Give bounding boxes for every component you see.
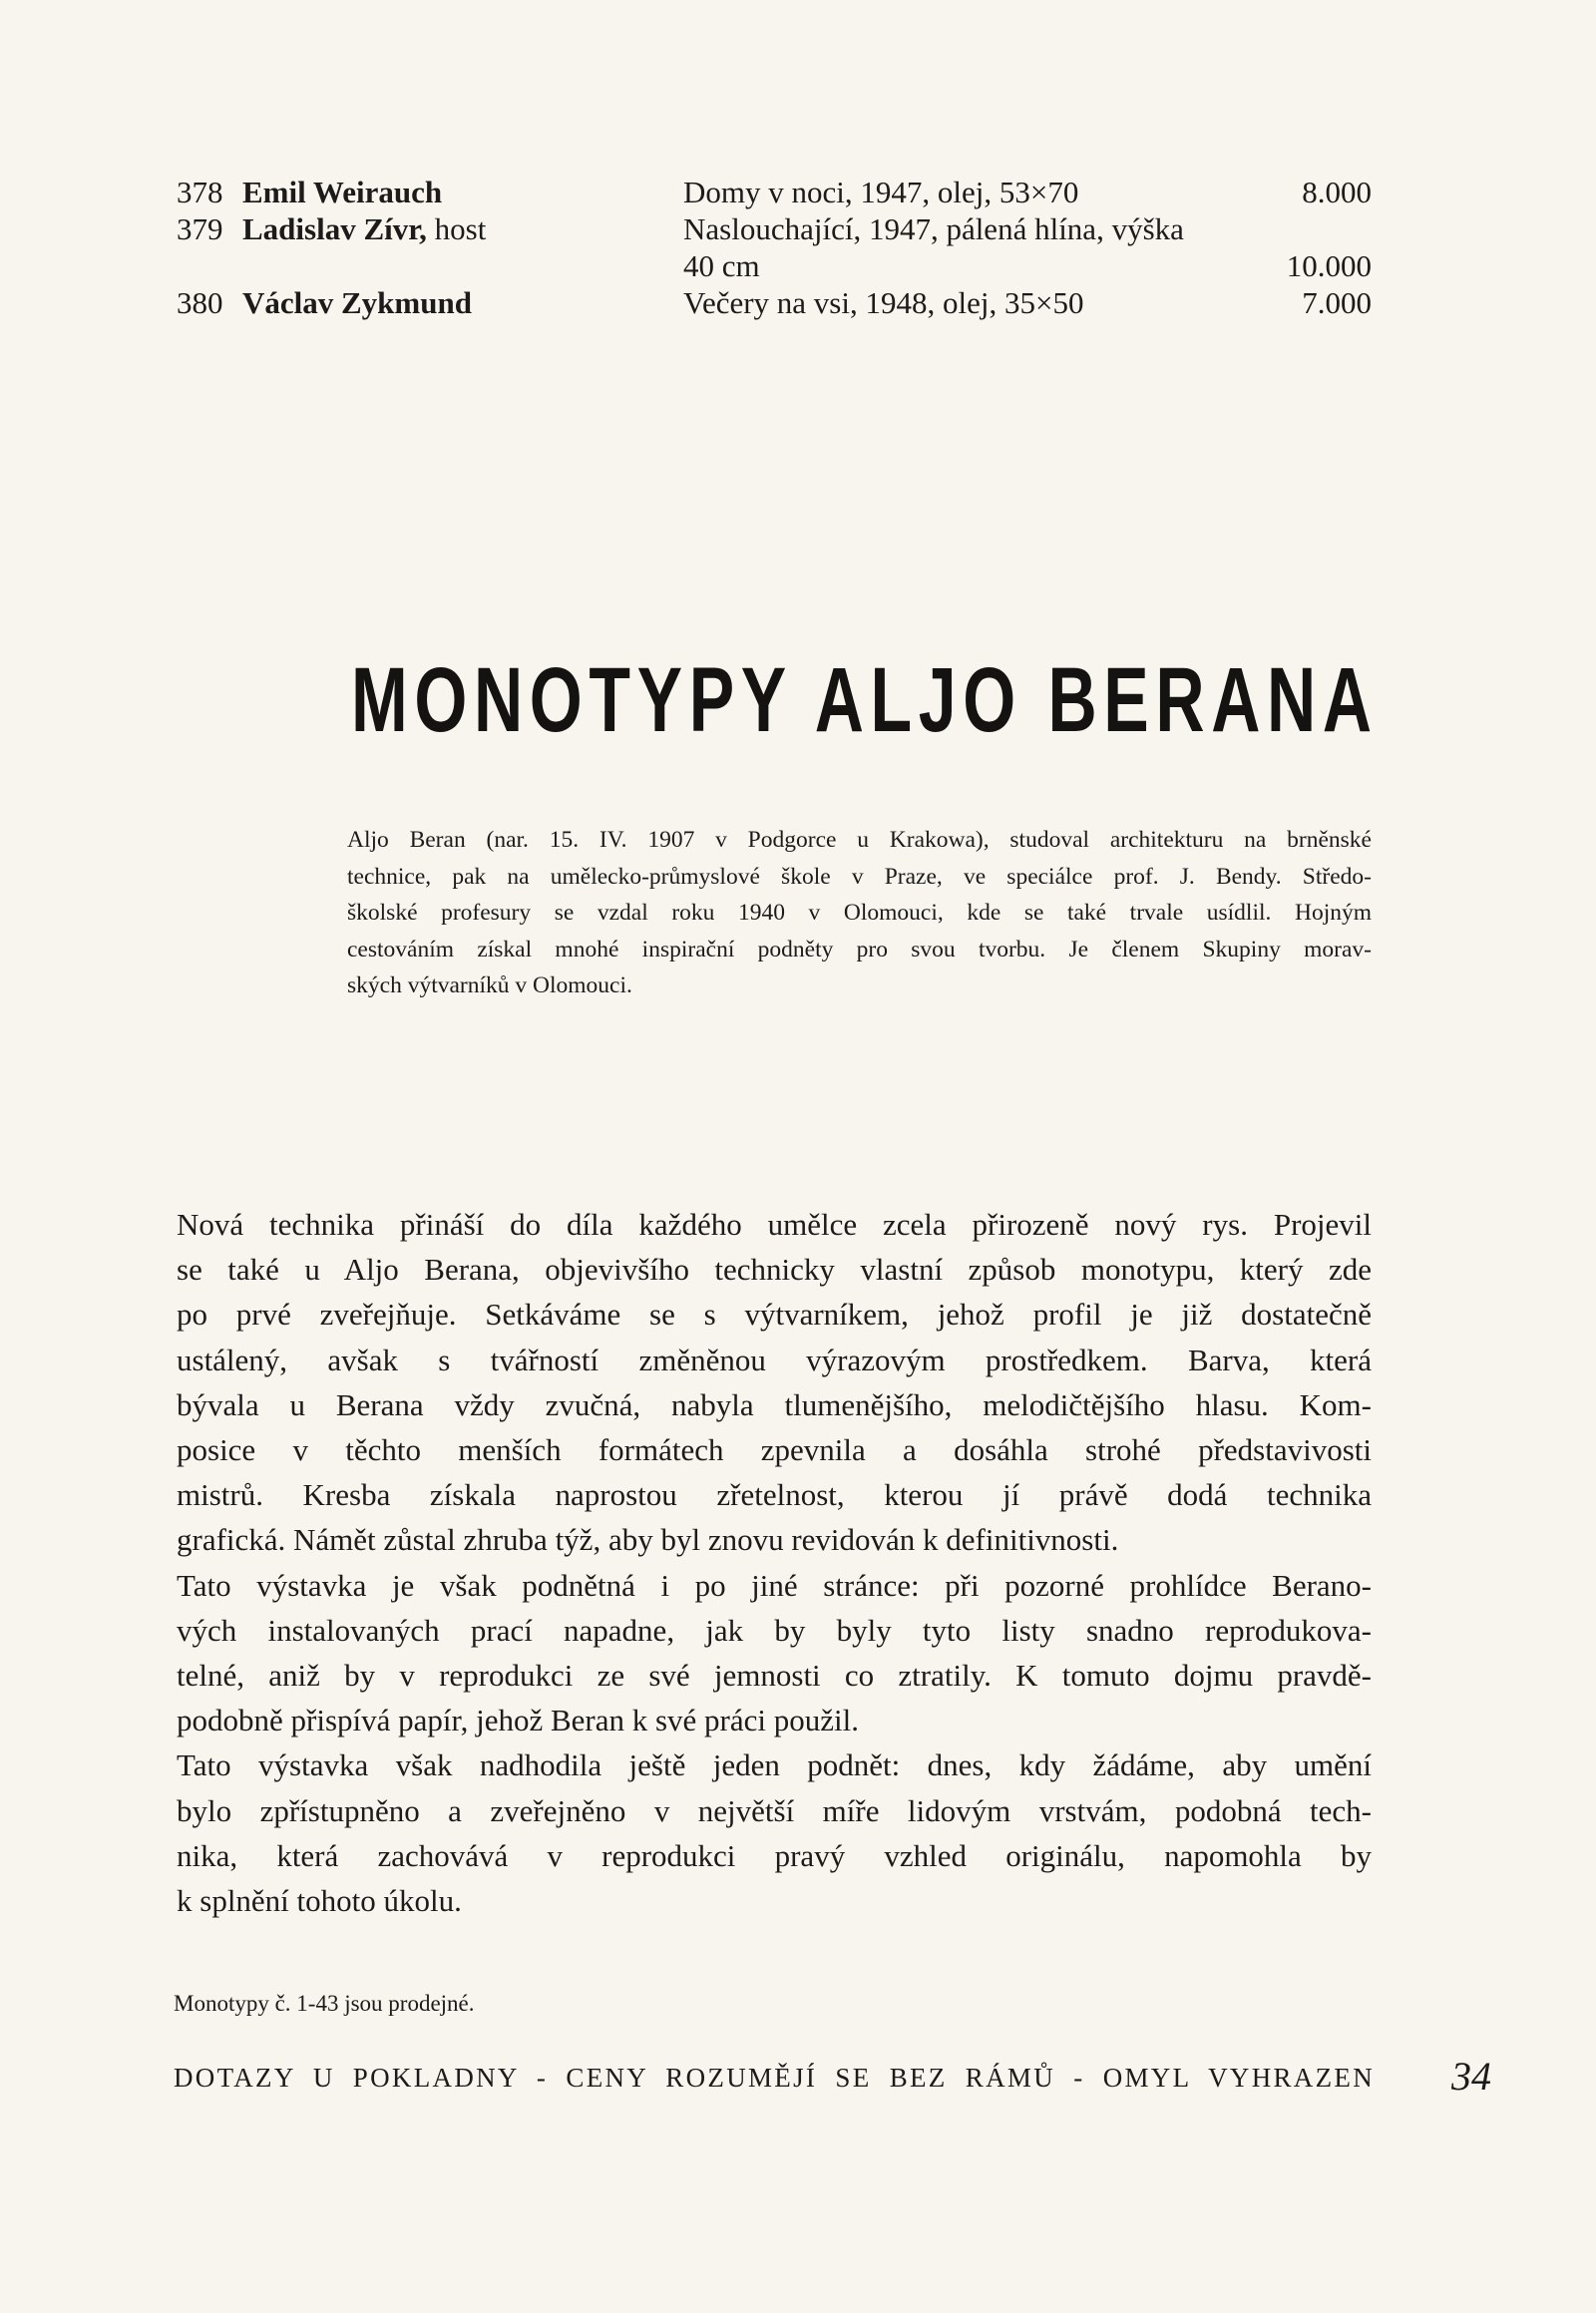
body-line: podobně přispívá papír, jehož Beran k své práci použil.	[177, 1703, 859, 1738]
bio-line: technice, pak na umělecko-průmyslové škole v Praze, ve speciálce prof. J. Bendy. Středo-	[347, 863, 1372, 890]
body-line: se také u Aljo Berana, objevivšího technicky vlastní způsob monotypu, který zde	[177, 1252, 1372, 1288]
bio-line: cestováním získal mnohé inspirační podněty pro svou tvorbu. Je členem Skupiny morav-	[347, 936, 1372, 963]
body-line: vých instalovaných prací napadne, jak by byly tyto listy snadno reprodukova-	[177, 1612, 1372, 1648]
body-line: k splnění tohoto úkolu.	[177, 1883, 462, 1919]
artwork-description: Naslouchající, 1947, pálená hlína, výška	[683, 211, 1184, 246]
guest-label: host	[426, 211, 487, 246]
bio-line: Aljo Beran (nar. 15. IV. 1907 v Podgorce u Krakowa), studoval architekturu na brněnské	[347, 827, 1372, 853]
catalog-entry	[177, 210, 1372, 247]
section-heading: MONOTYPY ALJO BERANA	[351, 649, 1379, 751]
price: 8.000	[1302, 175, 1372, 209]
body-line: grafická. Námět zůstal zhruba týž, aby byl znovu revidován k definitivnosti.	[177, 1522, 1119, 1558]
body-line: ustálený, avšak s tvářností změněnou výrazovým prostředkem. Barva, která	[177, 1342, 1372, 1377]
artist-name	[242, 174, 442, 210]
catalog-entry	[177, 174, 1372, 210]
artist-name-text: Václav Zykmund	[242, 285, 472, 320]
artwork-description: Večery na vsi, 1948, olej, 35×50	[683, 285, 1084, 320]
price: 10.000	[1286, 248, 1372, 283]
catalog-entry	[177, 284, 1372, 321]
artwork-description: 40 cm	[683, 248, 760, 283]
body-line: nika, která zachovává v reprodukci pravý vzhled originálu, napomohla by	[177, 1837, 1372, 1873]
footer-notice: DOTAZY U POKLADNY - CENY ROZUMĚJÍ SE BEZ RÁMŮ - OMYL VYHRAZEN	[174, 2063, 1375, 2093]
catalog-entry-continuation	[177, 247, 1372, 284]
body-line: Tato výstavka však nadhodila ještě jeden podnět: dnes, kdy žádáme, aby umění	[177, 1747, 1372, 1783]
bio-line: ských výtvarníků v Olomouci.	[347, 972, 632, 998]
artwork-description: Domy v noci, 1947, olej, 53×70	[683, 175, 1079, 209]
body-line: Tato výstavka je však podnětná i po jiné stránce: při pozorné prohlídce Berano-	[177, 1567, 1372, 1603]
artist-name	[242, 210, 486, 247]
entry-number: 380	[177, 285, 223, 320]
entry-number: 378	[177, 175, 223, 209]
page-number: 34	[1451, 2054, 1491, 2099]
artist-name	[242, 284, 472, 321]
artist-biography	[347, 822, 1372, 1004]
entry-number: 379	[177, 211, 223, 246]
artist-name-text: Emil Weirauch	[242, 175, 443, 209]
body-line: bývala u Berana vždy zvučná, nabyla tlumenějšího, melodičtějšího hlasu. Kom-	[177, 1386, 1372, 1422]
body-text	[177, 1202, 1372, 1923]
body-line: telné, aniž by v reprodukci ze své jemnosti co ztratily. K tomuto dojmu pravdě-	[177, 1658, 1372, 1694]
artist-name-text: Ladislav Zívr,	[242, 211, 427, 246]
bio-line: školské profesury se vzdal roku 1940 v Olomouci, kde se také trvale usídlil. Hojným	[347, 900, 1372, 926]
body-line: mistrů. Kresba získala naprostou zřetelnost, kterou jí právě dodá technika	[177, 1477, 1372, 1513]
body-line: posice v těchto menších formátech zpevnila a dosáhla strohé představivosti	[177, 1432, 1372, 1468]
body-line: po prvé zveřejňuje. Setkáváme se s výtvarníkem, jehož profil je již dostatečně	[177, 1297, 1372, 1333]
body-line: bylo zpřístupněno a zveřejněno v největší míře lidovým vrstvám, podobná tech-	[177, 1792, 1372, 1828]
body-line: Nová technika přináší do díla každého umělce zcela přirozeně nový rys. Projevil	[177, 1207, 1372, 1242]
sale-note: Monotypy č. 1-43 jsou prodejné.	[174, 1991, 475, 2016]
price: 7.000	[1302, 285, 1372, 320]
